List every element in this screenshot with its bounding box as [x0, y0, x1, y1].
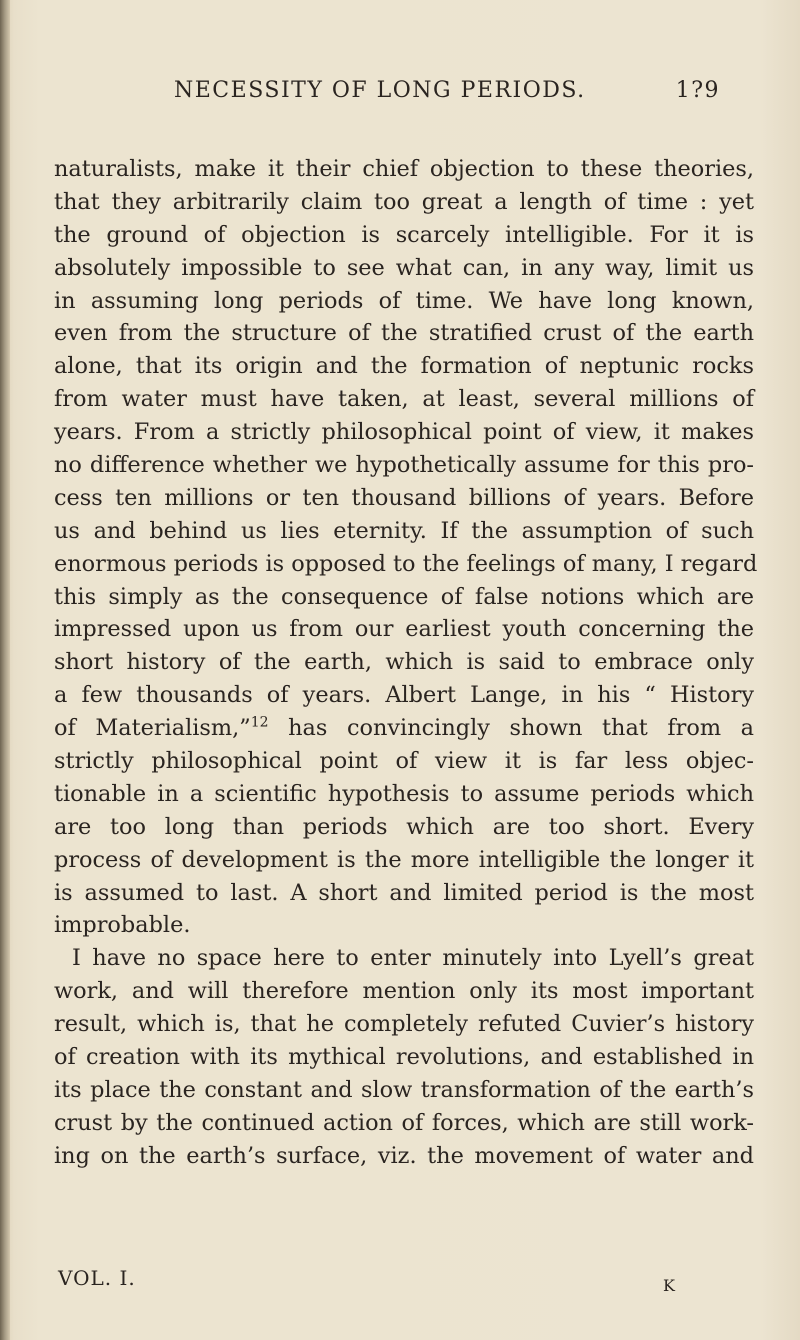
text-line-26: work, and will therefore mention only its most important — [54, 978, 754, 1005]
text-line-8: from water must have taken, at least, several millions of — [54, 386, 754, 413]
gathering-signature: K — [663, 1276, 675, 1295]
text-line-10: no difference whether we hypothetically assume for this pro- — [54, 452, 754, 479]
body-text — [54, 153, 758, 1173]
page-footer — [58, 1262, 758, 1302]
footnote-reference: 12 — [250, 714, 269, 731]
text-line-6: even from the structure of the stratified crust of the earth — [54, 320, 754, 347]
text-line-27: result, which is, that he completely refuted Cuvier’s history — [54, 1011, 754, 1038]
text-line-18-before-ref: of Materialism,” — [54, 715, 251, 742]
text-line-18 — [54, 712, 754, 745]
text-line-15: impressed upon us from our earliest youth concerning the — [54, 616, 754, 643]
text-line-20: tionable in a scientific hypothesis to assume periods which — [54, 780, 754, 807]
text-line-24: improbable. — [54, 912, 191, 939]
text-line-11: cess ten millions or ten thousand billions of years. Before — [54, 484, 754, 511]
text-line-9: years. From a strictly philosophical point of view, it makes — [54, 419, 754, 446]
page-spine-shadow — [0, 0, 10, 1340]
running-title: NECESSITY OF LONG PERIODS. — [174, 78, 586, 103]
text-line-19: strictly philosophical point of view it is far less objec- — [54, 748, 754, 775]
text-line-4: absolutely impossible to see what can, in any way, limit us — [54, 254, 754, 281]
text-line-25: I have no space here to enter minutely into Lyell’s great — [72, 945, 754, 972]
text-line-23: is assumed to last. A short and limited period is the most — [54, 879, 754, 906]
text-line-3: the ground of objection is scarcely intelligible. For it is — [54, 221, 754, 248]
page-number: 1?9 — [675, 78, 720, 103]
text-line-16: short history of the earth, which is said to embrace only — [54, 649, 754, 676]
text-line-30: crust by the continued action of forces, which are still work- — [54, 1109, 754, 1136]
text-line-14: this simply as the consequence of false notions which are — [54, 583, 754, 610]
volume-signature: VOL. I. — [58, 1266, 136, 1290]
text-line-2: that they arbitrarily claim too great a length of time : yet — [54, 188, 754, 215]
text-line-18-after-ref: has convincingly shown that from a — [268, 715, 754, 742]
running-header — [100, 72, 720, 112]
text-line-28: of creation with its mythical revolutions, and established in — [54, 1044, 754, 1071]
text-line-17: a few thousands of years. Albert Lange, in his “ History — [54, 682, 754, 709]
text-line-21: are too long than periods which are too short. Every — [54, 813, 754, 840]
text-line-7: alone, that its origin and the formation of neptunic rocks — [54, 353, 754, 380]
text-line-12: us and behind us lies eternity. If the assumption of such — [54, 517, 754, 544]
text-line-22: process of development is the more intelligible the longer it — [54, 846, 754, 873]
text-line-13: enormous periods is opposed to the feelings of many, I regard — [54, 550, 758, 577]
text-line-5: in assuming long periods of time. We have long known, — [54, 287, 754, 314]
text-line-29: its place the constant and slow transformation of the earth’s — [54, 1076, 754, 1103]
text-line-1: naturalists, make it their chief objection to these theories, — [54, 156, 754, 182]
text-line-31: ing on the earth’s surface, viz. the movement of water and — [54, 1142, 754, 1169]
